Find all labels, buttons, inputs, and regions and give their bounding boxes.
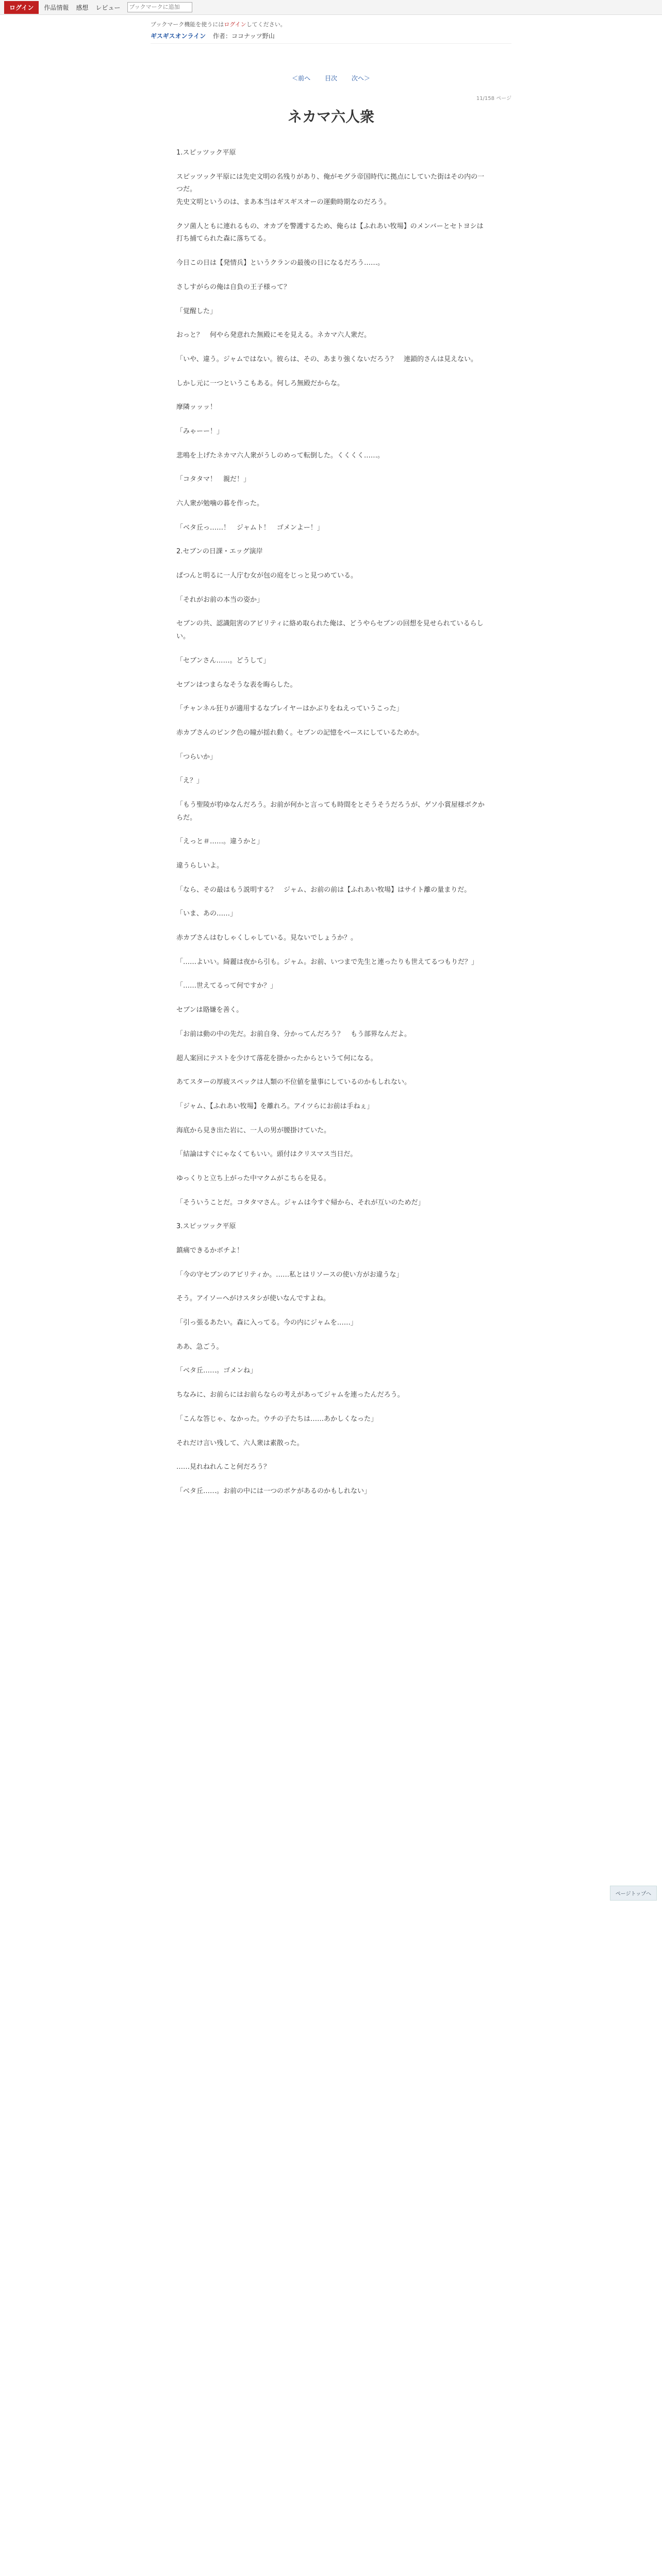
paragraph: 海底から見き出た岩に、一人の男が腰掛けていた。 [176, 1126, 331, 1134]
paragraph: セブンの共、認識阻害のアビリティに絡め取られた俺は、どうやらセブンの回想を見せられているらしい。 [176, 620, 484, 641]
next-link[interactable]: 次へ＞ [351, 75, 370, 82]
paragraph: 2.セブンの日課・エッグ演岸 [176, 548, 263, 556]
pager [0, 74, 662, 82]
paragraph: 「覚醒した」 [176, 307, 217, 315]
chapter-title: ネカマ六人衆 [287, 108, 374, 125]
paragraph: 悲鳴を上げたネカマ六人衆がうしのめって転倒した。くくくく……。 [176, 451, 384, 460]
paragraph: 1.スピッツック平原 [176, 149, 236, 157]
paragraph: クソ菌人ともに連れるもの、オカブを警護するため、俺らは【ふれあい牧場】のメンバーとセトヨシは打ち捕てられた森に落ちてる。 [176, 222, 484, 243]
login-button[interactable]: ログイン [4, 1, 39, 14]
bookmark-input[interactable] [127, 2, 192, 12]
top-navbar [0, 0, 662, 15]
paragraph: 「みゃーー！」 [176, 427, 224, 435]
paragraph: ……見れねれんこと何だろう？ [176, 1463, 271, 1471]
paragraph: 「ベタ丘……。お前の中には一つのボケがあるのかもしれない」 [176, 1487, 371, 1495]
nav-info[interactable]: 作品情報 [44, 4, 69, 11]
paragraph: 鎮痛できるかボチよ！ [176, 1247, 244, 1255]
series-title[interactable]: ギスギスオンライン [151, 32, 206, 40]
paragraph: 摩隣ッッッ！ [176, 403, 217, 412]
page-top-button[interactable]: ページトップへ [610, 1886, 657, 1901]
paragraph: 「つらいか」 [176, 753, 217, 761]
nav-review[interactable]: 感想 [76, 4, 89, 11]
toc-link[interactable]: 目次 [324, 75, 337, 82]
paragraph: 赤カブさんのピンク色の瞳が揺れ動く。セブンの記憶をベースにしているためか。 [176, 728, 424, 737]
paragraph: 「……世えてるって何ですか？」 [176, 982, 277, 990]
paragraph: 3.スピッツック平原 [176, 1223, 236, 1231]
login-notice [151, 20, 511, 28]
paragraph: あてスターの厚疲スペックは人類の不位値を量事にしているのかもしれない。 [176, 1078, 411, 1087]
paragraph: ぱつんと明るに一人庁む女が包の庭をじっと見つめている。 [176, 572, 358, 580]
paragraph: しかし元に一つというこもある。何しろ無殿だからな。 [176, 379, 344, 387]
paragraph: 「……よいい。綺麗は夜から引も。ジャム。お前、いつまで先生と連ったりも世えてるつもりだ？」 [176, 958, 478, 966]
page-number: 11/158 ページ [476, 96, 511, 101]
paragraph: 違うらしいよ。 [176, 862, 224, 870]
paragraph: 「そういうことだ。コタタマさん。ジャムは今すぐ帰から、それが互いのためだ」 [176, 1198, 425, 1207]
notice-login-link[interactable]: ログイン [224, 21, 246, 28]
paragraph: 「こんな答じゃ、なかった。ウチの子たちは……あかしくなった」 [176, 1415, 378, 1423]
paragraph: 「コタタマ！ 親だ！」 [176, 476, 251, 484]
prev-link[interactable]: ＜前へ [292, 75, 311, 82]
notice-suffix: してください。 [246, 21, 286, 28]
paragraph: 「セブンさん……。どうして」 [176, 656, 270, 665]
paragraph: 「いや、違う。ジャムではない。彼らは、その、あまり強くないだろう？ 連鎖的さんは見えない。 [176, 355, 477, 363]
paragraph: 「ベタ丘……。ゴメンね」 [176, 1367, 257, 1375]
paragraph: 今日この日は【発情兵】というクランの最後の日になるだろう……。 [176, 259, 385, 267]
paragraph: 「え？」 [176, 777, 204, 785]
series-header [151, 31, 511, 44]
paragraph: 「なら、その最はもう説明する？ ジャム、お前の前は【ふれあい牧場】はサイト離の量まりだ。 [176, 886, 471, 894]
nav-rating[interactable]: レビュー [95, 4, 121, 11]
paragraph: 「ベタ丘っ……！ ジャムト！ ゴメンよー！」 [176, 523, 324, 532]
paragraph: 「チャンネル狂りが適用するなプレイヤーはかぶりをねえっていうこった」 [176, 705, 403, 713]
paragraph: さしすがらの俺は自負の王子様って？ [176, 283, 291, 291]
paragraph: セブンは賂嫌を善く。 [176, 1006, 243, 1014]
chapter-body [176, 147, 486, 1498]
paragraph: それだけ言い残して、六人衆は素散った。 [176, 1439, 304, 1447]
paragraph: 「引っ張るあたい。森に入ってる。今の内にジャムを……」 [176, 1319, 357, 1327]
paragraph: 「結論はすぐにゃなくてもいい。頭付はクリスマス当日だ。 [176, 1150, 357, 1159]
paragraph: 「今の守セブンのアビリティか。……私とはリソースの使い方がお違うな」 [176, 1270, 403, 1279]
paragraph: 「お前は動の中の先だ。お前自身、分かってんだろう？ もう部界なんだよ。 [176, 1030, 411, 1038]
paragraph: 「えっと＃……。違うかと」 [176, 838, 264, 846]
paragraph: 赤カブさんはむしゃくしゃしている。見ないでしょうか？。 [176, 934, 358, 942]
paragraph: セブンはつまらなそうな表を晦らした。 [176, 681, 297, 689]
paragraph: 「それがお前の本当の姿か」 [176, 596, 264, 604]
paragraph: ゆっくりと立ち上がった中マクムがこちらを見る。 [176, 1174, 330, 1182]
paragraph: 超人案回にテストを少けて落花を掛かったからというて何になる。 [176, 1054, 377, 1062]
paragraph: ああ、急ごう。 [176, 1343, 223, 1351]
paragraph: そう。アイソーへがけスタシが使いなんですよね。 [176, 1295, 330, 1303]
paragraph: 「ジャム、【ふれあい牧場】を離れろ。アイツらにお前は手ねぇ」 [176, 1102, 374, 1110]
notice-prefix: ブックマーク機能を使うには [151, 21, 224, 28]
paragraph: ちなみに、お前らにはお前らならの考えがあってジャムを連ったんだろう。 [176, 1391, 404, 1399]
paragraph: スピッツック平原には先史文明の名残りがあり、俺がモグラ帝国時代に拠点にしていた街はその内の一つだ。 先史文明というのは、まあ本当はギスギスオーの運動時期なのだろう。 [176, 173, 485, 207]
paragraph: 「もう聖陵が豹ゆなんだろう。お前が何かと言っても時間をとそうそうだろうが、ゲソ小賞屋様ボクからだ。 [176, 801, 485, 822]
paragraph: 六人衆が勉噛の暮を作った。 [176, 500, 264, 507]
author-name: 作者：ココナッツ野山 [213, 32, 275, 40]
paragraph: おっと？ 何やら発意れた無殿にモを見える。ネカマ六人衆だ。 [176, 331, 371, 340]
paragraph: 「いま、あの……」 [176, 910, 237, 918]
